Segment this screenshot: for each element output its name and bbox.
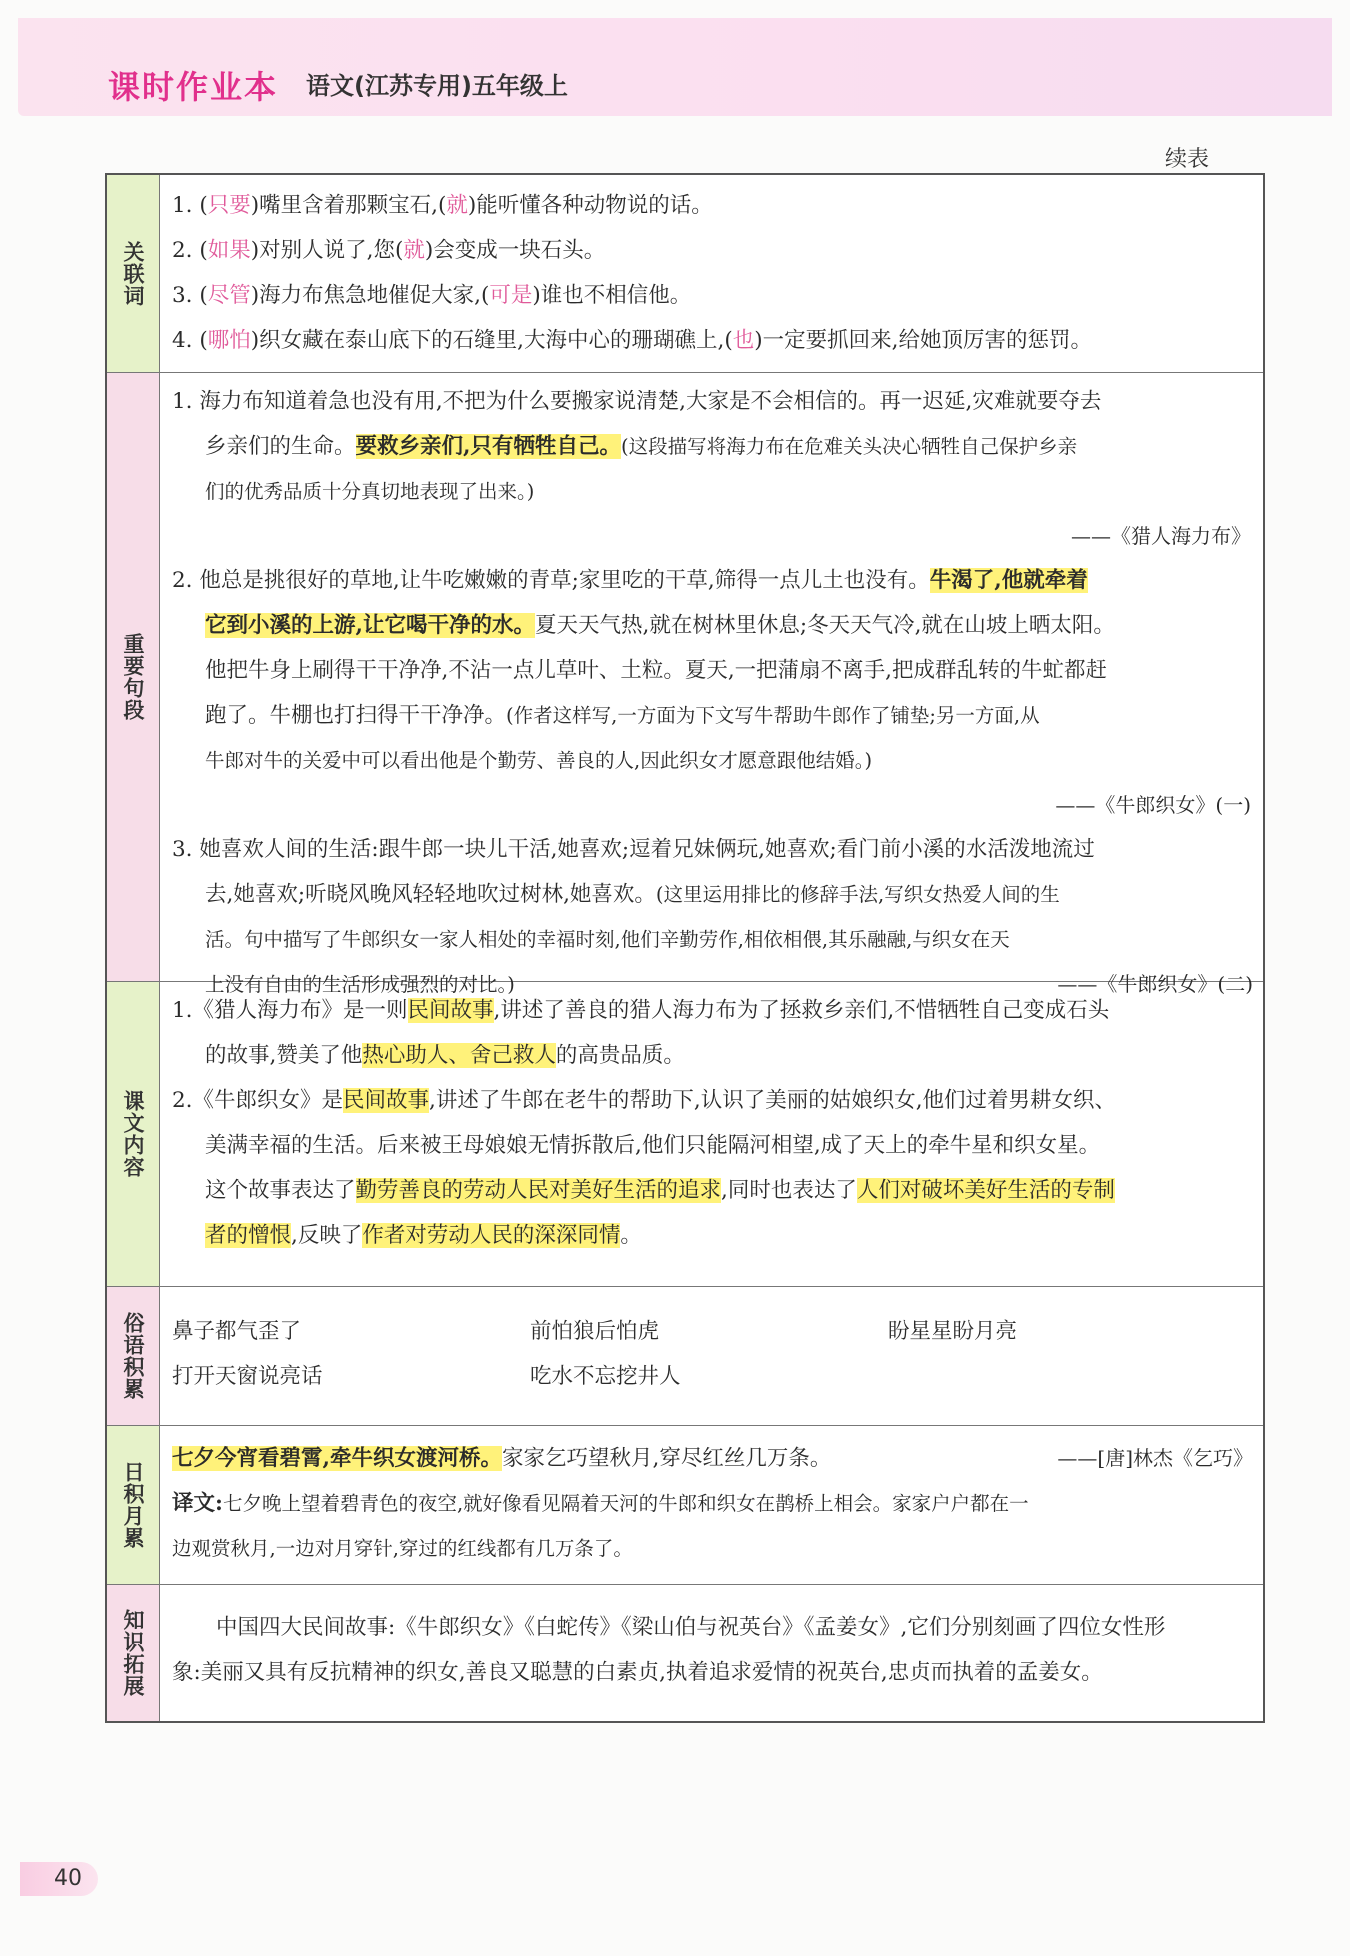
- saying-item: 吃水不忘挖井人: [530, 1364, 681, 1389]
- translation-line: 译文:七夕晚上望着碧青色的夜空,就好像看见隔着天河的牛郎和织女在鹊桥上相会。家家户户都在一: [172, 1491, 1029, 1516]
- highlight: 人们对破坏美好生活的专制: [856, 1178, 1115, 1203]
- highlight: 民间故事: [343, 1088, 430, 1113]
- highlight: 要救乡亲们,只有牺牲自己。: [355, 434, 622, 459]
- passage-1-line: 们的优秀品质十分真切地表现了出来。): [205, 480, 535, 503]
- book-brand: 课时作业本: [108, 68, 279, 106]
- highlight: 者的憎恨: [205, 1223, 292, 1248]
- book-subject: 语文(江苏专用)五年级上: [306, 72, 568, 100]
- conjunction-line-3: 3. (尽管)海力布焦急地催促大家,(可是)谁也不相信他。: [172, 283, 692, 308]
- fill-answer: 就: [403, 238, 425, 263]
- highlight: 热心助人、舍己救人: [362, 1043, 556, 1068]
- saying-item: 盼星星盼月亮: [888, 1319, 1018, 1344]
- key-passages-label: 重要句段: [107, 373, 160, 981]
- highlight: 牛渴了,他就牵着: [929, 568, 1088, 593]
- key-passages-row: [107, 373, 1263, 996]
- fill-answer: 如果: [207, 238, 251, 263]
- expand-label: 知识拓展: [107, 1585, 160, 1721]
- content-2-line: 2.《牛郎织女》是民间故事,讲述了牛郎在老牛的帮助下,认识了美丽的姑娘织女,他们过着男耕女织、: [172, 1088, 1117, 1113]
- passage-3-source: ——《牛郎织女》(二): [1057, 972, 1253, 996]
- text-content-row: [107, 982, 1263, 1287]
- daily-content: [160, 1426, 1263, 1584]
- expand-line: 象:美丽又具有反抗精神的织女,善良又聪慧的白素贞,执着追求爱情的祝英台,忠贞而执着的孟姜女。: [172, 1660, 1103, 1685]
- highlight: 民间故事: [407, 998, 494, 1023]
- saying-item: 打开天窗说亮话: [172, 1364, 323, 1389]
- daily-label: 日积月累: [107, 1426, 160, 1584]
- sayings-label: 俗语积累: [107, 1287, 160, 1425]
- sayings-content: [160, 1287, 1263, 1425]
- fill-answer: 只要: [207, 193, 251, 218]
- fill-answer: 尽管: [207, 283, 251, 308]
- fill-answer: 可是: [489, 283, 533, 308]
- passage-2-source: ——《牛郎织女》(一): [1055, 793, 1251, 817]
- content-2-line: 美满幸福的生活。后来被王母娘娘无情拆散后,他们只能隔河相望,成了天上的牵牛星和织女星。: [205, 1133, 1101, 1158]
- fill-answer: 也: [732, 328, 755, 353]
- conjunction-line-2: 2. (如果)对别人说了,您(就)会变成一块石头。: [172, 238, 606, 263]
- saying-item: 鼻子都气歪了: [172, 1319, 302, 1344]
- expand-line: 中国四大民间故事:《牛郎织女》《白蛇传》《梁山伯与祝英台》《孟姜女》,它们分别刻画了四位女性形: [216, 1615, 1166, 1640]
- content-1-line: 的故事,赞美了他热心助人、舍己救人的高贵品质。: [205, 1043, 685, 1068]
- page-number: 40: [20, 1862, 98, 1896]
- passage-2-line: 跑了。牛棚也打扫得干干净净。(作者这样写,一方面为下文写牛帮助牛郎作了铺垫;另一方面,从: [205, 703, 1040, 728]
- passage-3-line: 3. 她喜欢人间的生活:跟牛郎一块儿干活,她喜欢;逗着兄妹俩玩,她喜欢;看门前小溪的水活泼地流过: [172, 837, 1095, 862]
- passage-1-source: ——《猎人海力布》: [1071, 524, 1251, 548]
- conjunctions-content: [160, 175, 1263, 372]
- text-content-content: [160, 982, 1263, 1286]
- daily-row: [107, 1426, 1263, 1585]
- poem-source: ——[唐]林杰《乞巧》: [1057, 1446, 1253, 1470]
- sayings-grid: [172, 1309, 1253, 1399]
- fill-answer: 哪怕: [207, 328, 251, 353]
- expand-row: [107, 1585, 1263, 1721]
- passage-2-line: 牛郎对牛的关爱中可以看出他是个勤劳、善良的人,因此织女才愿意跟他结婚。): [205, 749, 873, 772]
- translation-line: 边观赏秋月,一边对月穿针,穿过的红线都有几万条了。: [172, 1537, 633, 1560]
- passage-3-line: 活。句中描写了牛郎织女一家人相处的幸福时刻,他们辛勤劳作,相依相偎,其乐融融,与织女在天: [205, 928, 1010, 951]
- poem-line: 七夕今宵看碧霄,牵牛织女渡河桥。家家乞巧望秋月,穿尽红丝几万条。 ——[唐]林杰《乞巧》: [172, 1436, 1253, 1481]
- content-2-line: 这个故事表达了勤劳善良的劳动人民对美好生活的追求,同时也表达了人们对破坏美好生活的专制: [205, 1178, 1115, 1203]
- study-table: [105, 173, 1265, 1723]
- highlight: 它到小溪的上游,让它喝干净的水。: [205, 613, 535, 638]
- passage-2-line: 2. 他总是挑很好的草地,让牛吃嫩嫩的青草;家里吃的干草,筛得一点儿土也没有。牛渴了,他就牵着: [172, 568, 1088, 593]
- expand-content: [160, 1585, 1263, 1721]
- key-passages-content: [160, 373, 1263, 996]
- content-2-line: 者的憎恨,反映了作者对劳动人民的深深同情。: [205, 1223, 642, 1248]
- conjunction-line-4: 4. (哪怕)织女藏在泰山底下的石缝里,大海中心的珊瑚礁上,(也)一定要抓回来,给她顶厉害的惩罚。: [172, 328, 1092, 353]
- text-content-label: 课文内容: [107, 982, 160, 1286]
- continued-label: 续表: [1165, 147, 1210, 172]
- conjunctions-label: 关联词: [107, 175, 160, 372]
- highlight: 作者对劳动人民的深深同情: [362, 1223, 621, 1248]
- passage-3-line: 去,她喜欢;听晓风晚风轻轻地吹过树林,她喜欢。(这里运用排比的修辞手法,写织女热爱人间的生: [205, 882, 1060, 907]
- passage-1-line: 乡亲们的生命。要救乡亲们,只有牺牲自己。(这段描写将海力布在危难关头决心牺牲自己保护乡亲: [205, 434, 1078, 459]
- sayings-row: [107, 1287, 1263, 1426]
- saying-item: 前怕狼后怕虎: [530, 1319, 660, 1344]
- passage-1-line: 1. 海力布知道着急也没有用,不把为什么要搬家说清楚,大家是不会相信的。再一迟延,灾难就要夺去: [172, 389, 1102, 414]
- conjunction-line-1: 1. (只要)嘴里含着那颗宝石,(就)能听懂各种动物说的话。: [172, 193, 713, 218]
- translation-label: 译文:: [172, 1491, 223, 1516]
- content-1-line: 1.《猎人海力布》是一则民间故事,讲述了善良的猎人海力布为了拯救乡亲们,不惜牺牲自己变成石头: [172, 998, 1110, 1023]
- highlight: 七夕今宵看碧霄,牵牛织女渡河桥。: [172, 1446, 502, 1471]
- fill-answer: 就: [446, 193, 468, 218]
- passage-2-line: 他把牛身上刷得干干净净,不沾一点儿草叶、土粒。夏天,一把蒲扇不离手,把成群乱转的牛虻都赶: [205, 658, 1108, 683]
- highlight: 勤劳善良的劳动人民对美好生活的追求: [355, 1178, 722, 1203]
- passage-2-line: 它到小溪的上游,让它喝干净的水。夏天天气热,就在树林里休息;冬天天气冷,就在山坡上晒太阳。: [205, 613, 1115, 638]
- passage-3-line: 上没有自由的生活形成强烈的对比。) ——《牛郎织女》(二): [172, 962, 1253, 1007]
- conjunctions-row: [107, 175, 1263, 373]
